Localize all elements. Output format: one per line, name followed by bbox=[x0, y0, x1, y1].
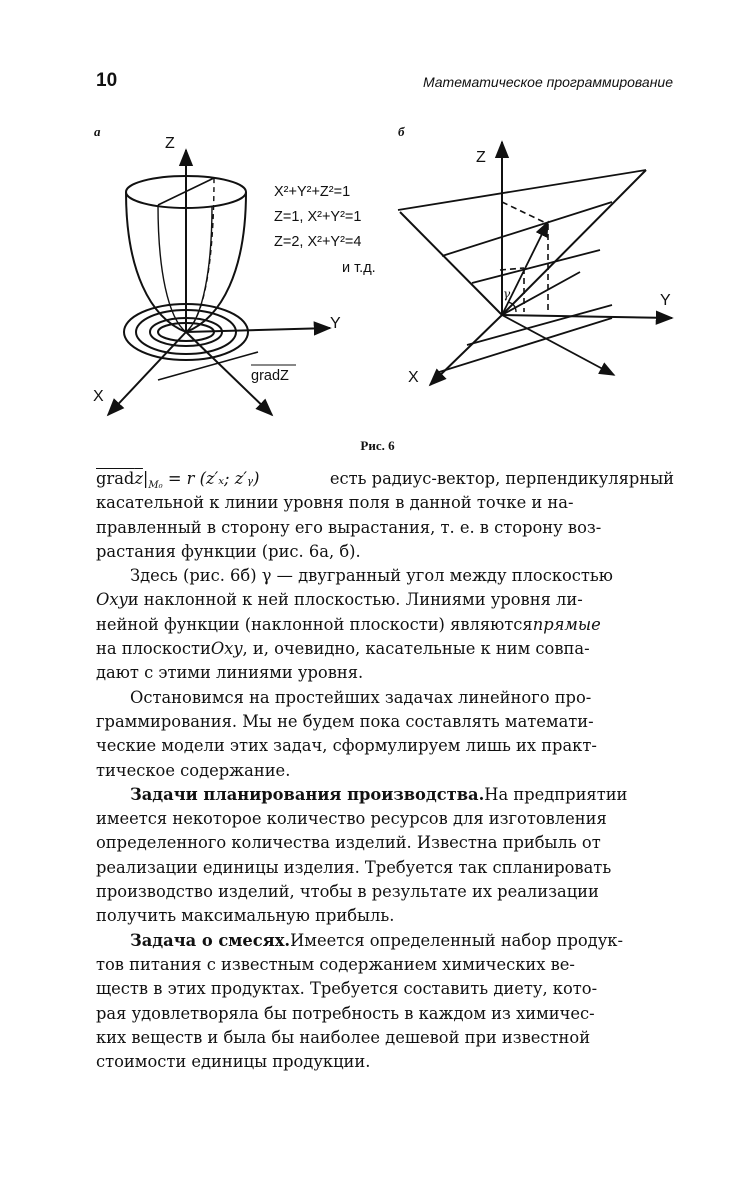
text-line bbox=[96, 710, 674, 734]
p4-line-6: получить максимальную прибыль. bbox=[96, 906, 395, 926]
plane-line-2 bbox=[472, 250, 600, 283]
formula-rest: = r (z′ₓ; z′ᵧ) bbox=[162, 469, 260, 488]
p2-line-4a: на плоскости bbox=[96, 639, 211, 659]
text-line bbox=[96, 904, 674, 928]
plane-line-3 bbox=[502, 272, 580, 315]
p4-heading: Задачи планирования производства. bbox=[130, 784, 485, 804]
text-line bbox=[96, 953, 674, 977]
formula-sub: M₀ bbox=[148, 480, 163, 491]
p5-line-1: Имеется определенный набор продук- bbox=[290, 930, 623, 950]
gamma-label: γ bbox=[503, 287, 511, 301]
text-line bbox=[96, 856, 674, 880]
diagram-a bbox=[93, 124, 376, 415]
text-line bbox=[96, 491, 674, 515]
p3-line-2: граммирования. Мы не будем пока составлять математи- bbox=[96, 711, 594, 731]
p5-line-5: ких веществ и была бы наиболее дешевой при известной bbox=[96, 1027, 591, 1047]
p4-line-3: определенного количества изделий. Известна прибыль от bbox=[96, 833, 601, 853]
x-axis-b bbox=[430, 315, 502, 385]
x-axis-label-a: X bbox=[93, 388, 104, 405]
figure-6 bbox=[0, 0, 755, 440]
running-title: Математическое программирование bbox=[422, 74, 673, 90]
text-line bbox=[96, 759, 674, 783]
label-a: а bbox=[94, 124, 101, 139]
p5-heading: Задача о смесях. bbox=[130, 930, 291, 950]
text-line bbox=[96, 467, 674, 491]
p3-line-3: ческие модели этих задач, сформулируем лишь их практ- bbox=[96, 736, 597, 756]
p4-line-2: имеется некоторое количество ресурсов для изготовления bbox=[96, 809, 607, 829]
text-line bbox=[96, 929, 674, 953]
label-b: б bbox=[398, 124, 405, 139]
equation-4: и т.д. bbox=[342, 260, 376, 276]
formula-grad: grad bbox=[96, 469, 135, 488]
dashed-1 bbox=[502, 202, 548, 224]
text-line bbox=[96, 807, 674, 831]
p4-line-1: На предприятии bbox=[484, 784, 628, 804]
p2-oxy-1: Oxy bbox=[96, 590, 128, 610]
p4-line-4: реализации единицы изделия. Требуется так спланировать bbox=[96, 857, 612, 877]
text-line bbox=[96, 880, 674, 904]
text-line bbox=[96, 564, 674, 588]
text-line bbox=[96, 977, 674, 1001]
p1-line-2: касательной к линии уровня поля в данной точке и на- bbox=[96, 493, 574, 513]
y-axis-b bbox=[502, 315, 672, 318]
tangent-vector-b bbox=[502, 222, 548, 315]
p3-line-4: тическое содержание. bbox=[96, 760, 291, 780]
body-text bbox=[96, 467, 674, 1074]
text-line bbox=[96, 540, 674, 564]
text-line bbox=[96, 1026, 674, 1050]
z-axis-label-a: Z bbox=[165, 135, 175, 152]
p5-line-6: стоимости единицы продукции. bbox=[96, 1052, 371, 1072]
figure-caption: Рис. 6 bbox=[360, 438, 395, 453]
text-line bbox=[96, 613, 674, 637]
text-line bbox=[96, 1050, 674, 1074]
p2-pryamye: прямые bbox=[532, 614, 601, 634]
equation-2: Z=1, X²+Y²=1 bbox=[274, 209, 362, 225]
text-line bbox=[96, 637, 674, 661]
gradient-arrow-b bbox=[502, 315, 614, 375]
text-line bbox=[96, 686, 674, 710]
grad-formula: $grad\overline{z}|_{M_0} = r$ (z′ₓ; z′ᵧ) bbox=[96, 469, 260, 491]
p1-line-3: правленный в сторону его вырастания, т. е. в сторону воз- bbox=[96, 517, 602, 537]
formula-z: $\overline{z}$ bbox=[134, 469, 143, 488]
p4-line-5: производство изделий, чтобы в результате их реализации bbox=[96, 882, 599, 902]
plane-main-line bbox=[398, 170, 646, 210]
tangent-line-a bbox=[158, 352, 258, 380]
p2-line-5: дают с этими линиями уровня. bbox=[96, 663, 364, 683]
p2-line-3: нейной функции (наклонной плоскости) являются bbox=[96, 614, 533, 634]
p2-oxy-2: Oxy bbox=[210, 639, 243, 659]
equation-1: X²+Y²+Z²=1 bbox=[274, 184, 351, 200]
p2-line-2: и наклонной к ней плоскостью. Линиями уровня ли- bbox=[127, 590, 583, 610]
text-line bbox=[96, 783, 674, 807]
p5-line-4: рая удовлетворяла бы потребность в каждом из химичес- bbox=[96, 1003, 595, 1023]
equation-3: Z=2, X²+Y²=4 bbox=[274, 234, 362, 250]
text-line bbox=[96, 516, 674, 540]
p2-line-1: Здесь (рис. 6б) γ — двугранный угол между плоскостью bbox=[130, 566, 613, 586]
grad-label: gradZ bbox=[251, 368, 289, 384]
x-axis-label-b: X bbox=[408, 369, 419, 386]
p1-line-4: растания функции (рис. 6а, б). bbox=[96, 541, 361, 561]
plane-edge bbox=[400, 212, 502, 315]
y-axis-a bbox=[186, 328, 330, 332]
p1-line-1: есть радиус-вектор, перпендикулярный bbox=[329, 469, 674, 488]
text-line bbox=[96, 661, 674, 685]
text-line bbox=[96, 588, 674, 612]
p3-line-1: Остановимся на простейших задачах линейного про- bbox=[130, 687, 592, 707]
diagram-b bbox=[398, 124, 672, 386]
y-axis-label-b: Y bbox=[660, 292, 671, 309]
y-axis-label-a: Y bbox=[330, 315, 341, 332]
p5-line-2: тов питания с известным содержанием химических ве- bbox=[96, 954, 575, 974]
text-line bbox=[96, 831, 674, 855]
z-axis-label-b: Z bbox=[476, 149, 486, 166]
text-line bbox=[96, 734, 674, 758]
p5-line-3: ществ в этих продуктах. Требуется составить диету, кото- bbox=[96, 979, 598, 999]
page-number: 10 bbox=[96, 70, 118, 91]
p2-line-4c: , и, очевидно, касательные к ним совпа- bbox=[242, 639, 590, 659]
text-line bbox=[96, 1002, 674, 1026]
